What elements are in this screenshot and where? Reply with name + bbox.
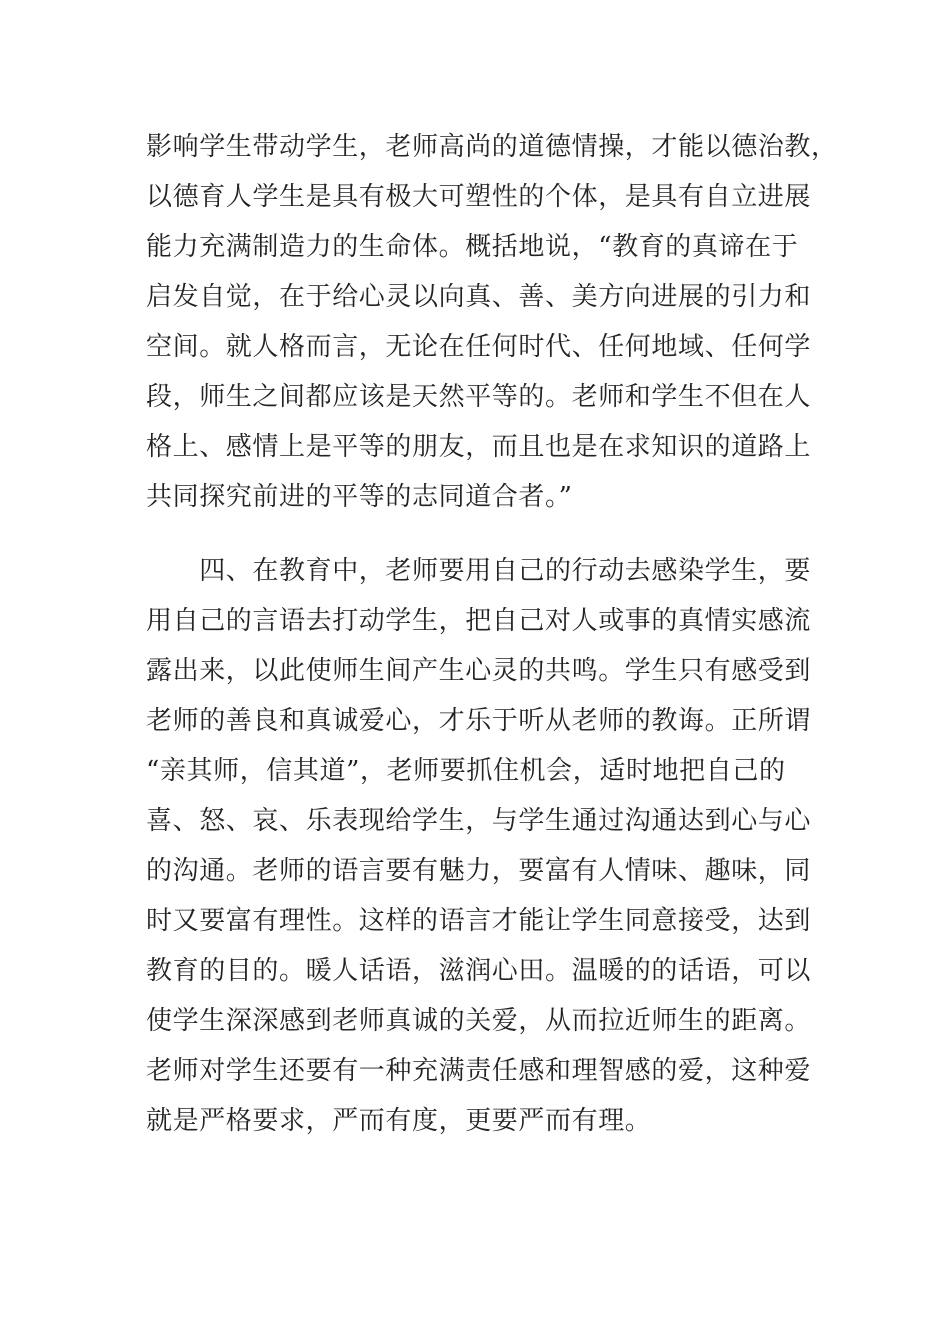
paragraph-line: 教育的目的。暖人话语，滋润心田。温暖的的话语，可以: [146, 956, 812, 986]
paragraph-line: 的沟通。老师的语言要有魅力，要富有人情味、趣味，同: [146, 856, 812, 886]
paragraph-line: 露出来，以此使师生间产生心灵的共鸣。学生只有感受到: [146, 656, 812, 686]
paragraph-1: [146, 122, 838, 522]
paragraph-line: 共同探究前进的平等的志同道合者。”: [146, 482, 573, 512]
paragraph-line: 空间。就人格而言，无论在任何时代、任何地域、任何学: [146, 332, 812, 362]
paragraph-line: “亲其师，信其道”，老师要抓住机会，适时地把自己的: [146, 756, 786, 786]
paragraph-line: 老师对学生还要有一种充满责任感和理智感的爱，这种爱: [146, 1056, 812, 1086]
paragraph-line: 启发自觉，在于给心灵以向真、善、美方向进展的引力和: [146, 282, 812, 312]
paragraph-line: 以德育人学生是具有极大可塑性的个体，是具有自立进展: [146, 182, 812, 212]
paragraph-line: 影响学生带动学生，老师高尚的道德情操，才能以德治教，: [146, 132, 838, 162]
paragraph-line: 喜、怒、哀、乐表现给学生，与学生通过沟通达到心与心: [146, 806, 812, 836]
paragraph-line: 时又要富有理性。这样的语言才能让学生同意接受，达到: [146, 906, 812, 936]
paragraph-2: [146, 546, 812, 1146]
paragraph-line: 段，师生之间都应该是天然平等的。老师和学生不但在人: [146, 382, 812, 412]
paragraph-line: 格上、感情上是平等的朋友，而且也是在求知识的道路上: [146, 432, 812, 462]
paragraph-line: 就是严格要求，严而有度，更要严而有理。: [146, 1106, 652, 1136]
paragraph-line: 使学生深深感到老师真诚的关爱，从而拉近师生的距离。: [146, 1006, 812, 1036]
paragraph-line: 四、在教育中，老师要用自己的行动去感染学生，要: [146, 556, 812, 586]
paragraph-line: 用自己的言语去打动学生，把自己对人或事的真情实感流: [146, 606, 812, 636]
paragraph-line: 能力充满制造力的生命体。概括地说，“教育的真谛在于: [146, 232, 799, 262]
paragraph-line: 老师的善良和真诚爱心，才乐于听从老师的教诲。正所谓: [146, 706, 812, 736]
